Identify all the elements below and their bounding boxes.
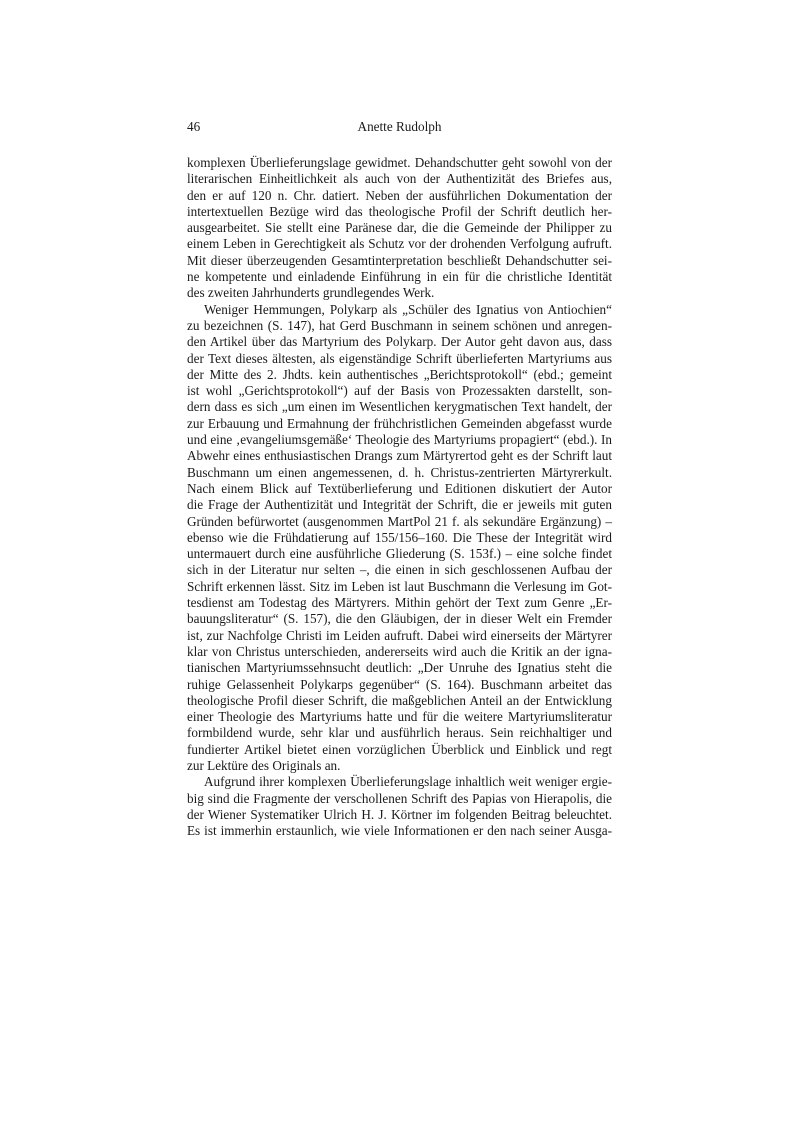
- text-line: tesdienst am Todestag des Märtyrers. Mithin gehört der Text zum Genre „Er-: [187, 595, 612, 611]
- text-line: Weniger Hemmungen, Polykarp als „Schüler des Ignatius von Antiochien“: [204, 301, 612, 317]
- running-title: Anette Rudolph: [357, 119, 442, 134]
- text-line: der Wiener Systematiker Ulrich H. J. Körtner im folgenden Beitrag beleuchtet.: [187, 806, 612, 822]
- text-line: den Artikel über das Martyrium des Polykarp. Der Autor geht davon aus, dass: [187, 334, 612, 350]
- text-line: und eine ‚evangeliumsgemäße‘ Theologie des Martyriums propagiert“ (ebd.). In: [187, 432, 612, 448]
- text-line: Abwehr eines enthusiastischen Drangs zum Märtyrertod geht es der Schrift laut: [187, 448, 612, 464]
- text-line: untermauert durch eine ausführliche Gliederung (S. 153f.) – eine solche findet: [187, 546, 612, 562]
- text-line: zur Erbauung und Ermahnung der frühchristlichen Gemeinden abgefasst wurde: [187, 415, 612, 431]
- text-line: Schrift erkennen lässt. Sitz im Leben ist laut Buschmann die Verlesung im Got-: [187, 578, 612, 594]
- text-line: Es ist immerhin erstaunlich, wie viele Informationen er den nach seiner Ausga-: [187, 823, 612, 839]
- paragraph: [187, 155, 612, 302]
- page-header: [187, 119, 612, 137]
- paragraph: [187, 774, 612, 839]
- text-line: big sind die Fragmente der verschollenen Schrift des Papias von Hierapolis, die: [187, 790, 612, 806]
- text-line: die Frage der Authentizität und Integrität der Schrift, die er jeweils mit guten: [187, 497, 612, 513]
- text-line: literarischen Einheitlichkeit als auch von der Authentizität des Briefes aus,: [187, 171, 612, 187]
- text-line: ebenso wie die Frühdatierung auf 155/156–160. Die These der Integrität wird: [187, 529, 612, 545]
- text-line: ne kompetente und einladende Einführung in ein für die christliche Identität: [187, 269, 612, 285]
- paragraph: [187, 302, 612, 775]
- text-line: Mit dieser überzeugenden Gesamtinterpretation beschließt Dehandschutter sei-: [187, 252, 612, 268]
- text-line: Buschmann um einen angemessenen, d. h. Christus-zentrierten Märtyrerkult.: [187, 464, 612, 480]
- text-line: Nach einem Blick auf Textüberlieferung und Editionen diskutiert der Autor: [187, 480, 612, 496]
- text-line: fundierter Artikel bietet einen vorzüglichen Überblick und Einblick und regt: [187, 741, 612, 757]
- text-line: theologische Profil dieser Schrift, die maßgeblichen Anteil an der Entwicklung: [187, 692, 612, 708]
- text-line: ausgearbeitet. Sie stellt eine Paränese dar, die die Gemeinde der Philipper zu: [187, 220, 612, 236]
- text-line: komplexen Überlieferungslage gewidmet. Dehandschutter geht sowohl von der: [187, 155, 612, 170]
- text-line: Gründen befürwortet (ausgenommen MartPol 21 f. als sekundäre Ergänzung) –: [187, 513, 612, 529]
- text-line: ruhige Gelassenheit Polykarps gegenüber“ (S. 164). Buschmann arbeitet das: [187, 676, 612, 692]
- text-line: dern dass es sich „um einen im Wesentlichen kerygmatischen Text handelt, der: [187, 399, 612, 415]
- text-line: des zweiten Jahrhunderts grundlegendes Werk.: [187, 285, 435, 301]
- text-line: intertextuellen Bezüge wird das theologische Profil der Schrift deutlich her-: [187, 203, 612, 219]
- body-text: [187, 155, 612, 839]
- text-line: sich in der Literatur nur selten –, die einen in sich geschlossenen Aufbau der: [187, 562, 612, 578]
- text-line: formbildend wurde, sehr klar und ausführlich heraus. Sein reichhaltiger und: [187, 725, 612, 741]
- text-line: Aufgrund ihrer komplexen Überlieferungslage inhaltlich weit weniger ergie-: [204, 774, 612, 790]
- text-line: ist wohl „Gerichtsprotokoll“) auf der Basis von Prozessakten darstellt, son-: [187, 383, 612, 399]
- page-number: 46: [187, 119, 201, 134]
- text-line: zu bezeichnen (S. 147), hat Gerd Buschmann in seinem schönen und anregen-: [187, 317, 612, 333]
- text-line: zur Lektüre des Originals an.: [187, 757, 341, 773]
- text-line: der Text dieses ältesten, als eigenständige Schrift überlieferten Martyriums aus: [187, 350, 612, 366]
- text-line: tianischen Martyriumssehnsucht deutlich: „Der Unruhe des Ignatius steht die: [187, 660, 612, 676]
- text-line: einer Theologie des Martyriums hatte und für die weitere Martyriumsliteratur: [187, 709, 612, 725]
- text-line: der Mitte des 2. Jhdts. kein authentisches „Berichtsprotokoll“ (ebd.; gemeint: [187, 366, 612, 382]
- text-line: bauungsliteratur“ (S. 157), die den Gläubigen, der in dieser Welt ein Fremder: [187, 611, 612, 627]
- text-line: klar von Christus unterschieden, andererseits wird auch die Kritik an der igna-: [187, 643, 612, 659]
- text-line: den er auf 120 n. Chr. datiert. Neben der ausführlichen Dokumentation der: [187, 187, 612, 203]
- text-line: ist, zur Nachfolge Christi im Leiden aufruft. Dabei wird einerseits der Märtyrer: [187, 627, 612, 643]
- text-line: einem Leben in Gerechtigkeit als Schutz vor der drohenden Verfolgung aufruft.: [187, 236, 612, 252]
